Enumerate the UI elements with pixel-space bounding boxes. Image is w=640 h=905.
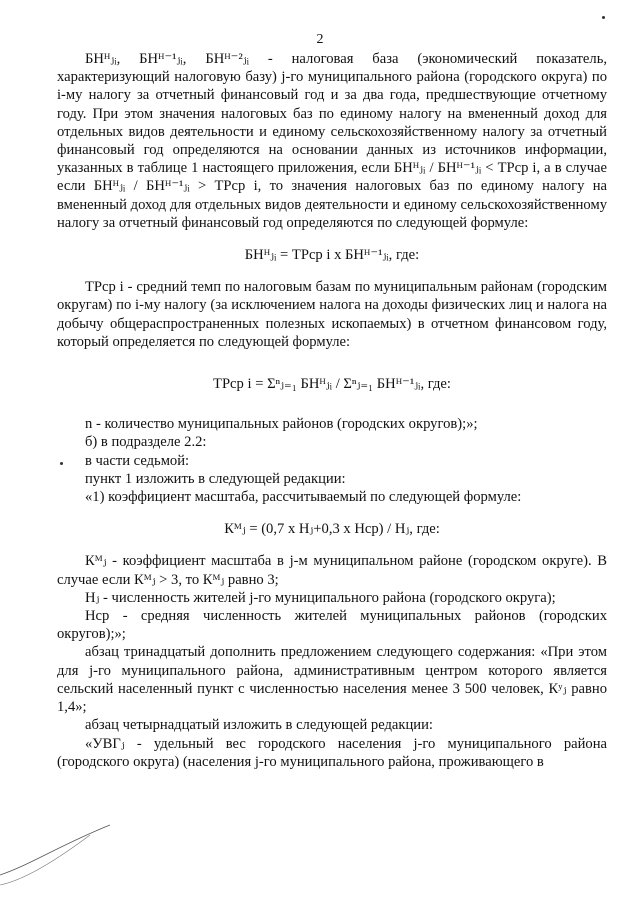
paragraph: БНᴴⱼᵢ, БНᴴ⁻¹ⱼᵢ, БНᴴ⁻²ⱼᵢ - налоговая база (экономический показатель, характеризующий налоговую базу) j-го муниципального района (городского округа) по i-му налогу за отчетный финансовый год и за два года, предшествующие отчетному году. При этом значения налоговых баз по единому налогу на вмененный доход для отдельных видов деятельности и единому сельскохозяйственному налогу за отчетный финансовый год определяются на основании данных из источников информации, указанных в таблице 1 настоящего приложения, если БНᴴⱼᵢ / БНᴴ⁻¹ⱼᵢ < ТРср i, а в случае если БНᴴⱼᵢ / БНᴴ⁻¹ⱼᵢ > ТРср i, то значения налоговых баз по единому налогу на вмененный доход для отдельных видов деятельности и единому сельскохозяйственному налогу за отчетный финансовый год определяются по следующей формуле: [57, 51, 607, 231]
paragraph: пункт 1 изложить в следующей редакции: [85, 470, 346, 487]
paragraph: Кᴹⱼ - коэффициент масштаба в j-м муниципальном районе (городском округе). В случае если Кᴹⱼ > 3, то Кᴹⱼ равно 3; [57, 553, 607, 588]
formula: Кᴹⱼ = (0,7 х Нⱼ+0,3 х Нср) / Нⱼ, где: [224, 521, 440, 538]
paragraph: n - количество муниципальных районов (городских округов);»; [85, 416, 478, 433]
paragraph: «УВГⱼ - удельный вес городского населения j-го муниципального района (городского округа) (населения j-го муниципального района, проживающего в [57, 735, 607, 770]
paragraph: в части седьмой: [85, 452, 190, 469]
paragraph: б) в подразделе 2.2: [85, 434, 207, 451]
paragraph: абзац тринадцатый дополнить предложением следующего содержания: «При этом для j-го муниципального района, административным центром которого является сельский населенный пункт с численностью населения менее 3 500 человек, Кʸⱼ равно 1,4»; [57, 644, 607, 716]
document-body [57, 50, 607, 771]
paragraph: «1) коэффициент масштаба, рассчитываемый по следующей формуле: [85, 489, 522, 506]
scan-speck [602, 16, 605, 19]
formula: ТРср i = Σⁿⱼ₌₁ БНᴴⱼᵢ / Σⁿⱼ₌₁ БНᴴ⁻¹ⱼᵢ, где: [213, 376, 451, 393]
page-number: 2 [316, 32, 324, 47]
formula: БНᴴⱼᵢ = ТРср i х БНᴴ⁻¹ⱼᵢ, где: [244, 247, 420, 264]
paragraph: абзац четырнадцатый изложить в следующей редакции: [85, 717, 433, 734]
paragraph: ТРср i - средний темп по налоговым базам по муниципальным районам (городским округам) по i-му налогу (за исключением налога на доходы физических лиц и налога на добычу общераспространенных полезных ископаемых) в отчетном финансовом году, который определяется по следующей формуле: [57, 279, 607, 350]
pen-mark [0, 805, 120, 895]
scan-speck [60, 462, 63, 465]
paragraph: Нср - средняя численность жителей муниципальных районов (городских округов);»; [57, 608, 607, 643]
paragraph: Нⱼ - численность жителей j-го муниципального района (городского округа); [85, 589, 556, 606]
